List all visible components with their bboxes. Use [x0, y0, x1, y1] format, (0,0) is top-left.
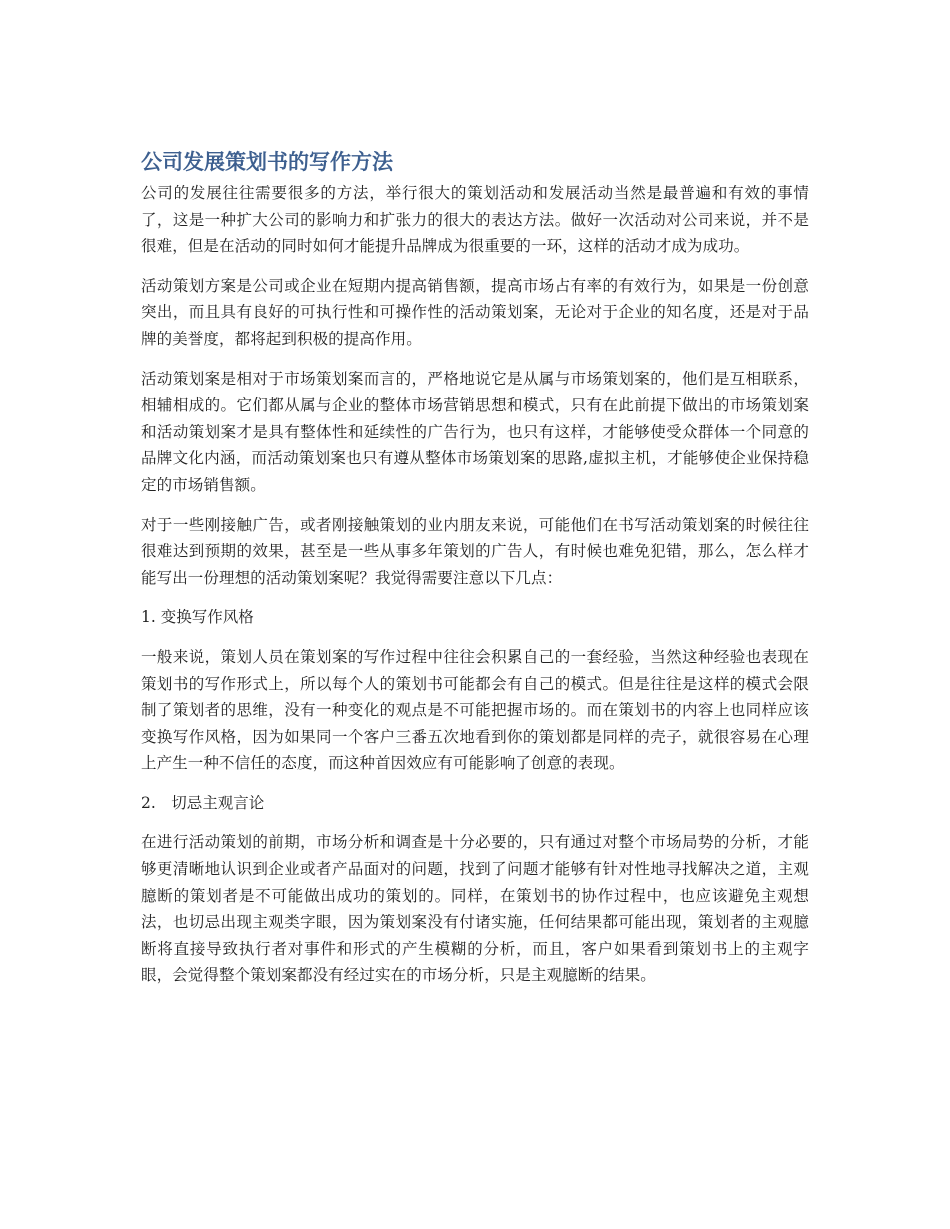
document-body — [141, 148, 809, 1002]
section-body-avoid-subjective: 在进行活动策划的前期，市场分析和调查是十分必要的，只有通过对整个市场局势的分析，才能够更清晰地认识到企业或者产品面对的问题，找到了问题才能够有针对性地寻找解决之道，主观臆断的策划者是不可能做出成功的策划的。同样，在策划书的协作过程中，也应该避免主观想法，也切忌出现主观类字眼，因为策划案没有付诸实施，任何结果都可能出现，策划者的主观臆断将直接导致执行者对事件和形式的产生模糊的分析，而且，客户如果看到策划书上的主观字眼，会觉得整个策划案都没有经过实在的市场分析，只是主观臆断的结果。 — [141, 833, 809, 985]
activity-plan-paragraph: 活动策划方案是公司或企业在短期内提高销售额，提高市场占有率的有效行为，如果是一份创意突出，而且具有良好的可执行性和可操作性的活动策划案，无论对于企业的知名度，还是对于品牌的美誉度，都将起到积极的提高作用。 — [141, 276, 809, 348]
page-title: 公司发展策划书的写作方法 — [141, 150, 393, 174]
section-heading-change-style: 1. 变换写作风格 — [141, 608, 254, 627]
section-heading-avoid-subjective: 2. 切忌主观言论 — [141, 793, 265, 812]
market-plan-paragraph: 活动策划案是相对于市场策划案而言的，严格地说它是从属与市场策划案的，他们是互相联系，相辅相成的。它们都从属与企业的整体市场营销思想和模式，只有在此前提下做出的市场策划案和活动策划案才是具有整体性和延续性的广告行为，也只有这样，才能够使受众群体一个同意的品牌文化内涵，而活动策划案也只有遵从整体市场策划案的思路,虚拟主机，才能够使企业保持稳定的市场销售额。 — [141, 369, 809, 494]
intro-paragraph: 公司的发展往往需要很多的方法，举行很大的策划活动和发展活动当然是最普遍和有效的事情了，这是一种扩大公司的影响力和扩张力的很大的表达方法。做好一次活动对公司来说，并不是很难，但是在活动的同时如何才能提升品牌成为很重要的一环，这样的活动才成为成功。 — [141, 184, 809, 256]
section-body-change-style: 一般来说，策划人员在策划案的写作过程中往往会积累自己的一套经验，当然这种经验也表现在策划书的写作形式上，所以每个人的策划书可能都会有自己的模式。但是往往是这样的模式会限制了策划者的思维，没有一种变化的观点是不可能把握市场的。而在策划书的内容上也同样应该变换写作风格，因为如果同一个客户三番五次地看到你的策划都是同样的壳子，就很容易在心理上产生一种不信任的态度，而这种首因效应有可能影响了创意的表现。 — [141, 647, 809, 773]
newcomer-paragraph: 对于一些刚接触广告，或者刚接触策划的业内朋友来说，可能他们在书写活动策划案的时候往往很难达到预期的效果，甚至是一些从事多年策划的广告人，有时候也难免犯错，那么，怎么样才能写出一份理想的活动策划案呢？我觉得需要注意以下几点： — [141, 515, 809, 587]
